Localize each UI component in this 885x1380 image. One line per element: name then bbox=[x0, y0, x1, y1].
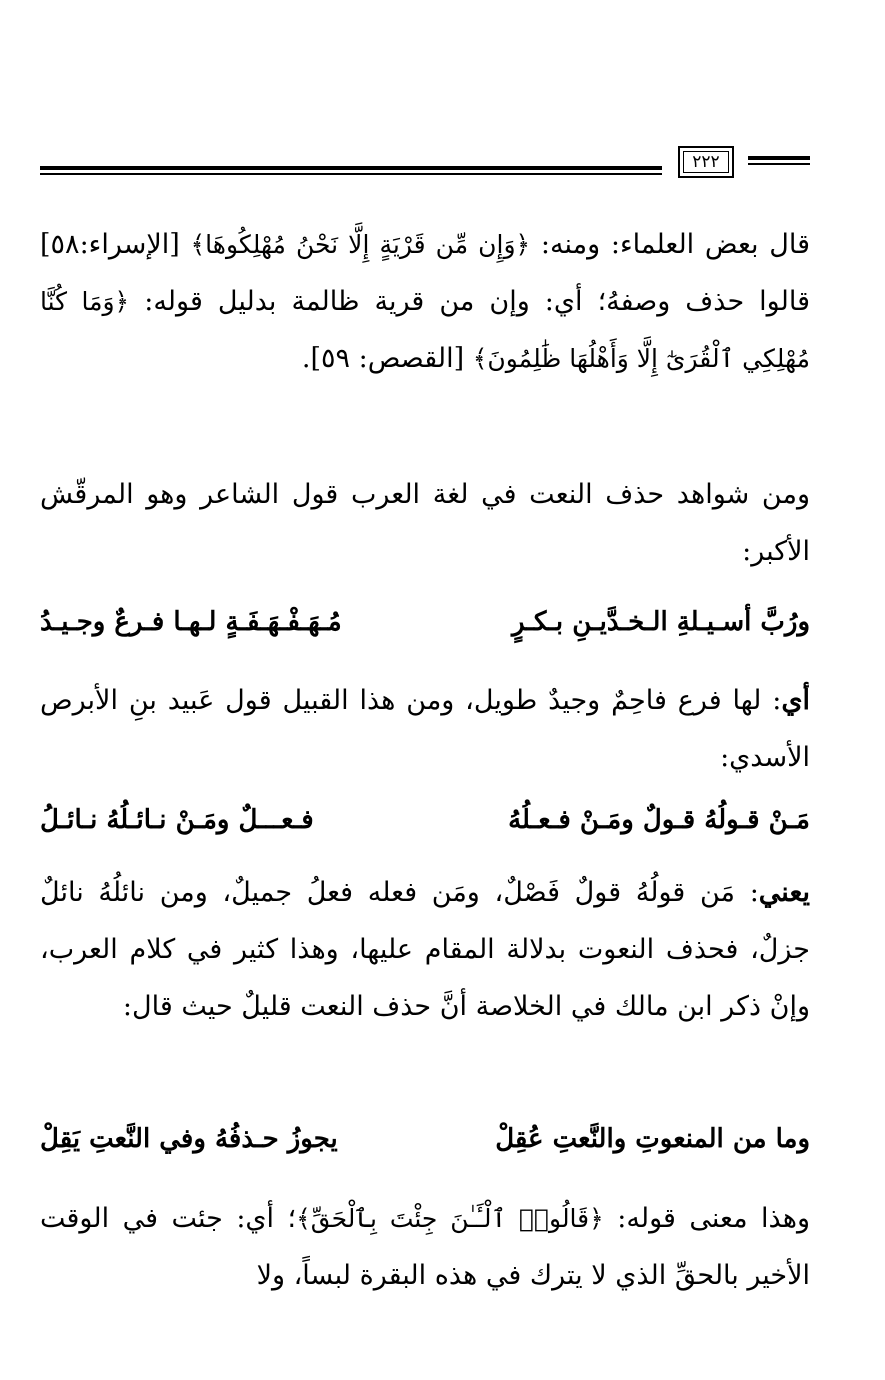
paragraph-4-text: : مَن قولُهُ قولٌ فَصْلٌ، ومَن فعله فعلُ جميلٌ، ومن نائلُهُ نائلٌ جزلٌ، فحذف النعوت بدلالة المقام عليها، وهذا كثير في كلام العرب، وإنْ ذكر ابن مالك في الخلاصة أنَّ حذف النعت قليلٌ حيث قال: bbox=[40, 877, 810, 1022]
verse-2-first-hemistich: مَـنْ قـولُهُ قـولٌ ومَـنْ فـعـلُهُ bbox=[508, 805, 810, 835]
verse-2-second-hemistich: فـعـــلٌ ومَـنْ نـائـلُهُ نـائـلُ bbox=[40, 805, 314, 835]
paragraph-5-text: ؛ أي: جئت في الوقت الأخير بالحقِّ الذي لا يترك في هذه البقرة لبساً، ولا bbox=[40, 1203, 810, 1291]
header-rule-long bbox=[40, 166, 662, 176]
paragraph-1-end: [القصص: ٥٩]. bbox=[301, 343, 473, 374]
page-number: ٢٢٢ bbox=[678, 146, 734, 178]
quran-quote-3: ﴿قَالُوا۟ ٱلْـَٔـٰنَ جِئْتَ بِٱلْحَقِّ﴾ bbox=[296, 1204, 604, 1233]
paragraph-1-intro: قال بعض العلماء: ومنه: bbox=[530, 229, 810, 260]
verse-1-second-hemistich: مُـهَـفْـهَـفَـةٍ لـهـا فـرعٌ وجـيـدُ bbox=[40, 607, 342, 637]
paragraph-4 bbox=[40, 864, 810, 1035]
paragraph-3 bbox=[40, 672, 810, 786]
paragraph-1-mid: [الإسراء:٥٨] قالوا حذف وصفهُ؛ أي: وإن من قرية ظالمة بدليل قوله: bbox=[40, 229, 810, 317]
poem-verse-3 bbox=[40, 1114, 810, 1164]
paragraph-3-text: : لها فرع فاحِمٌ وجيدٌ طويل، ومن هذا القبيل قول عَبيد بنِ الأبرص الأسدي: bbox=[40, 685, 810, 773]
paragraph-5 bbox=[40, 1190, 810, 1304]
paragraph-4-lead: يعني bbox=[758, 877, 810, 908]
paragraph-1 bbox=[40, 216, 810, 387]
header-rule-short bbox=[748, 156, 810, 166]
verse-3-second-hemistich: يجوزُ حـذفُهُ وفي النَّعتِ يَقِلْ bbox=[40, 1124, 338, 1154]
paragraph-2-text: ومن شواهد حذف النعت في لغة العرب قول الشاعر وهو المرقّش الأكبر: bbox=[40, 479, 810, 567]
poem-verse-2 bbox=[40, 795, 810, 845]
poem-verse-1 bbox=[40, 597, 810, 647]
verse-1-first-hemistich: ورُبَّ أسـيـلةِ الـخـدَّيـنِ بـكـرٍ bbox=[511, 607, 810, 637]
paragraph-3-lead: أي bbox=[781, 685, 810, 716]
verse-3-first-hemistich: وما من المنعوتِ والنَّعتِ عُقِلْ bbox=[495, 1124, 810, 1154]
paragraph-5-intro: وهذا معنى قوله: bbox=[603, 1203, 810, 1234]
paragraph-2 bbox=[40, 466, 810, 580]
quran-quote-1: ﴿وَإِن مِّن قَرْيَةٍ إِلَّا نَحْنُ مُهْلِكُوهَا﴾ bbox=[190, 230, 531, 259]
page-header bbox=[40, 146, 810, 186]
quran-quote-2: ﴿وَمَا كُنَّا مُهْلِكِي ٱلْقُرَىٰٓ إِلَّا وَأَهْلُهَا ظَٰلِمُونَ﴾ bbox=[40, 287, 810, 373]
